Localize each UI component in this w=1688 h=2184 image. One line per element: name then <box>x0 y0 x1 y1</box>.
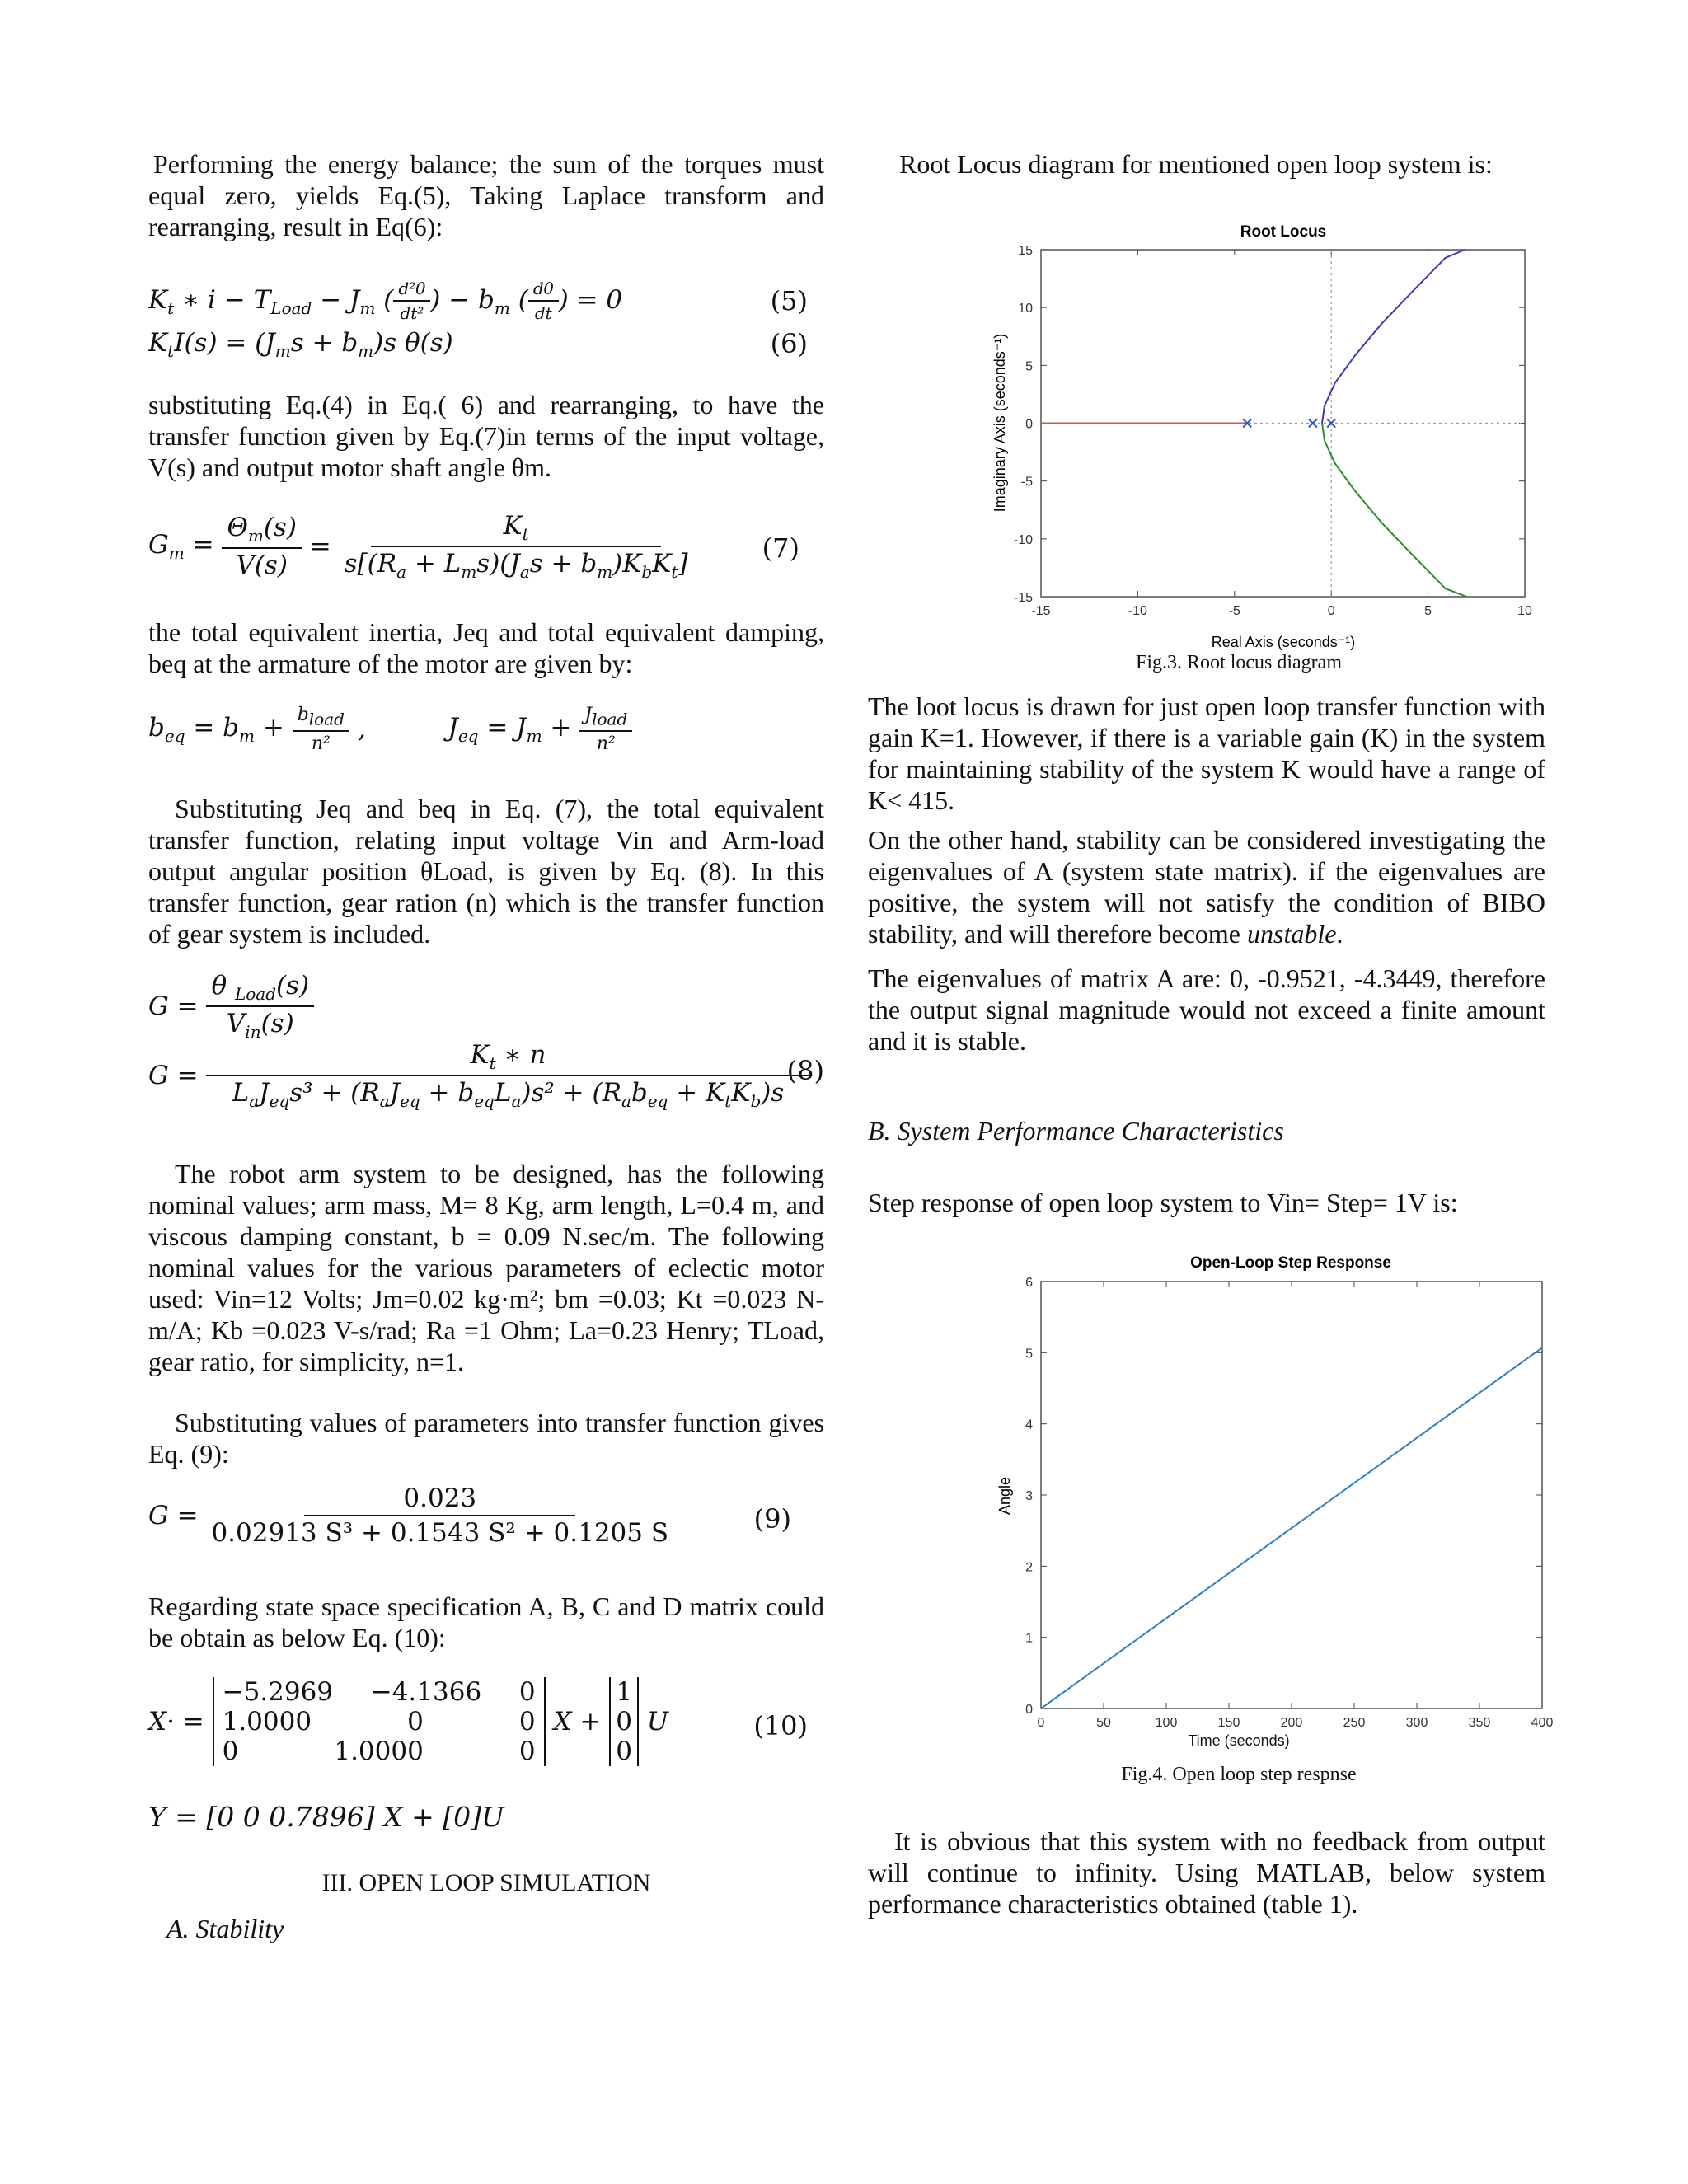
step-response-ytick-label: 1 <box>1025 1631 1033 1646</box>
root-locus-ytick-label: -10 <box>1013 532 1033 547</box>
step-response-xtick-label: 0 <box>1037 1716 1045 1730</box>
step-response-xtick-label: 400 <box>1531 1716 1554 1730</box>
step-response-xlabel: Time (seconds) <box>1188 1732 1290 1749</box>
root-locus-title: Root Locus <box>1240 223 1327 241</box>
step-response-ylabel: Angle <box>996 1476 1013 1516</box>
paragraph-substituting-eq4: substituting Eq.(4) in Eq.( 6) and rearranging, to have the transfer function given by Eq.(7)in terms of the input voltage, V(s) and output motor shaft angle θm. <box>148 390 824 482</box>
root-locus-xtick-label: -10 <box>1128 604 1147 618</box>
section-heading-open-loop-simulation: III. OPEN LOOP SIMULATION <box>321 1869 651 1896</box>
equation-6: $K_tI(s) = (J_ms + b_m)s$ θ(s) (6) <box>148 328 808 362</box>
paragraph-eigenvalues-result: The eigenvalues of matrix A are: 0, -0.9521, -4.3449, therefore the output signal magnitude would not exceed a finite amount and it is stable. <box>868 963 1545 1056</box>
root-locus-ytick-label: 10 <box>1018 302 1033 316</box>
root-locus-xtick-label: -5 <box>1228 604 1240 618</box>
paragraph-root-locus-gain: The loot locus is drawn for just open loop transfer function with gain K=1. However, if there is a variable gain (K) in the system for maintaining stability of the system K would have a range of K< 415. <box>868 691 1545 815</box>
equation-7-number: (7) <box>762 532 799 564</box>
equation-8-number: (8) <box>786 1055 824 1086</box>
step-response-xtick-label: 350 <box>1468 1716 1491 1730</box>
root-locus-chart <box>942 210 1536 655</box>
step-response-ytick-label: 0 <box>1025 1703 1033 1717</box>
root-locus-xtick-label: -15 <box>1031 604 1051 618</box>
equation-9: G = $\frac{0.023}{\text{0.02913 S³ + 0.1543 S² + 0.1205 S}}$ (9) <box>148 1483 791 1548</box>
paragraph-equivalent-inertia: the total equivalent inertia, Jeq and total equivalent damping, beq at the armature of the motor are given by: <box>148 617 824 678</box>
paragraph-state-space: Regarding state space specification A, B, C and D matrix could be obtain as below Eq. (10): <box>148 1591 824 1652</box>
equation-9-denominator: 0.02913 S³ + 0.1543 S² + 0.1205 S <box>211 1518 669 1548</box>
equation-10-number: (10) <box>753 1710 808 1741</box>
equation-9-numerator: 0.023 <box>304 1483 575 1516</box>
root-locus-ytick-label: 0 <box>1025 417 1033 432</box>
matrix-a: −5.2969 −4.1366 0 1.0000 0 0 0 1.0000 0 <box>213 1677 546 1766</box>
step-response-xtick-label: 250 <box>1343 1716 1366 1730</box>
equation-10: X· = −5.2969 −4.1366 0 1.0000 0 0 0 1.0000 0 X + 1 0 0 U (10) <box>148 1677 808 1766</box>
root-locus-ytick-label: -15 <box>1013 591 1033 605</box>
step-response-ytick-label: 5 <box>1025 1347 1033 1361</box>
equation-5-number: (5) <box>770 285 808 316</box>
step-response-ytick-label: 3 <box>1025 1489 1033 1503</box>
equation-5: $K_t$ ∗ $i - T_{Load} - J_m$ ( $\frac{\text{d²θ}}{\text{dt²}}$ ) − $b_m$ ( $\frac{d\theta}{dt}$ ) = 0 (5) <box>148 279 808 323</box>
matrix-b: 1 0 0 <box>609 1677 639 1766</box>
paragraph-substituting-values: Substituting values of parameters into transfer function gives Eq. (9): <box>148 1408 824 1469</box>
paragraph-conclusion: It is obvious that this system with no feedback from output will continue to infinity. Using MATLAB, below system performance characteristics obtained (table 1). <box>868 1826 1545 1919</box>
equation-output-y: Y = [0 0 0.7896] X + [0]U <box>148 1801 504 1833</box>
step-response-ytick-label: 2 <box>1025 1560 1033 1575</box>
root-locus-xtick-label: 5 <box>1424 604 1432 618</box>
step-response-title: Open-Loop Step Response <box>1190 1254 1391 1272</box>
paragraph-energy-balance: Performing the energy balance; the sum of the torques must equal zero, yields Eq.(5), Taking Laplace transform and rearranging, result in Eq(6): <box>148 149 824 241</box>
step-response-xtick-label: 200 <box>1280 1716 1303 1730</box>
equation-7: $G_m$ = $\frac{\Theta_m(s)}{V(s)}$ = $\frac{K_t}{s[(R_a + L_ms)(J_as + b_m)K_bK_t]}$ (7) <box>148 511 799 583</box>
paragraph-step-response-intro: Step response of open loop system to Vin= Step= 1V is: <box>868 1188 1458 1217</box>
equation-beq-jeq: $b_{eq} = b_m$ + $\frac{\text{bload}}{\text{n²}}$ , $J_{eq} = J_m$ + $\frac{\text{Jload}}{\text{n²}}$ <box>148 705 824 762</box>
equation-9-number: (9) <box>753 1503 791 1535</box>
step-response-plot-area <box>1041 1282 1542 1708</box>
paragraph-nominal-values: The robot arm system to be designed, has the following nominal values; arm mass, M= 8 Kg, arm length, L=0.4 m, and viscous damping constant, b = 0.09 N.sec/m. The following nominal values for the various parameters of eclectic motor used: Vin=12 Volts; Jm=0.02 kg·m²; bm =0.03; Kt =0.023 N-m/A; Kb =0.023 V-s/rad; Ra =1 Ohm; La=0.23 Henry; TLoad, gear ratio, for simplicity, n=1. <box>148 1159 824 1376</box>
equation-8: G = $\frac{K_t ∗ n}{L_aJ_{eq}s^3 + (R_aJ_{eq} + b_{eq}L_a)s^2 + (R_ab_{eq} + K_tK_b)s}$ (8) <box>148 1040 824 1112</box>
root-locus-ylabel: Imaginary Axis (seconds⁻¹) <box>992 333 1008 513</box>
paragraph-eigenvalues-stability: On the other hand, stability can be considered investigating the eigenvalues of A (system state matrix). if the eigenvalues are positive, the system will not satisfy the condition of BIBO stability, and will therefore become unstable. <box>868 825 1545 949</box>
paragraph-substituting-jeq: Substituting Jeq and beq in Eq. (7), the total equivalent transfer function, relating input voltage Vin and Arm-load output angular position θLoad, is given by Eq. (8). In this transfer function, gear ration (n) which is the transfer function of gear system is included. <box>148 794 824 949</box>
step-response-xtick-label: 100 <box>1155 1716 1178 1730</box>
step-response-ytick-label: 6 <box>1025 1276 1033 1290</box>
subsection-heading-performance: B. System Performance Characteristics <box>868 1116 1284 1146</box>
figure-3-caption: Fig.3. Root locus diagram <box>1136 652 1342 673</box>
root-locus-ytick-label: 15 <box>1018 244 1033 258</box>
equation-6-number: (6) <box>770 328 808 359</box>
subsection-heading-stability: A. Stability <box>166 1914 284 1943</box>
root-locus-xlabel: Real Axis (seconds⁻¹) <box>1211 634 1356 650</box>
step-response-ytick-label: 4 <box>1025 1418 1033 1432</box>
step-response-chart <box>942 1240 1554 1730</box>
figure-4-caption: Fig.4. Open loop step respnse <box>1121 1764 1357 1785</box>
step-response-xtick-label: 50 <box>1096 1716 1111 1730</box>
step-response-xtick-label: 150 <box>1217 1716 1240 1730</box>
root-locus-ytick-label: 5 <box>1025 359 1033 374</box>
root-locus-ytick-label: -5 <box>1020 475 1033 490</box>
step-response-xtick-label: 300 <box>1405 1716 1428 1730</box>
paragraph-root-locus-intro: Root Locus diagram for mentioned open loop system is: <box>899 149 1493 179</box>
equation-8-ratio: G = $\frac{\theta _{Load}(s)}{V_{in}(s)}$ <box>148 971 824 1037</box>
root-locus-xtick-label: 10 <box>1517 604 1532 618</box>
root-locus-xtick-label: 0 <box>1327 604 1335 618</box>
